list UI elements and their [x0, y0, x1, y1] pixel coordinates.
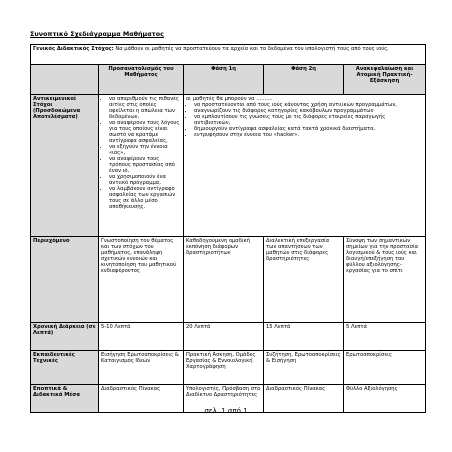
- list-item: • να προστατεύονται από τους ιούς κάνοντας χρήση αντιιικών προγραμμάτων,: [194, 102, 423, 108]
- page-number: σελ. 1 από 1: [204, 407, 248, 415]
- content-label: Περιεχόμενο: [31, 237, 99, 323]
- objectives-list-merged: [186, 102, 423, 138]
- content-cell: Γνωστοποίηση του θέματος και των στόχων του μαθήματος, επανάληψη σχετικών εννοιών και κινητοποίηση του μαθητικού ενδιαφέροντος: [99, 237, 184, 323]
- lesson-plan-table: [30, 44, 426, 413]
- duration-cell: 5 Λεπτά: [344, 323, 426, 351]
- header-recap: Ανακεφαλαίωση και Ατομική Πρακτική-Εξάσκηση: [344, 65, 426, 95]
- objectives-cell-orientation: [99, 95, 184, 237]
- list-item: • να εξηγούν την έννοια «ιός»,: [109, 144, 181, 156]
- duration-label: Χρονική Διάρκεια (σε Λεπτά): [31, 323, 99, 351]
- duration-cell: 20 Λεπτά: [184, 323, 264, 351]
- media-cell: Διαδραστικός Πίνακας: [264, 385, 344, 413]
- techniques-label: Εκπαιδευτικές Τεχνικές: [31, 351, 99, 385]
- objectives-intro: οι μαθητές θα μπορούν να ..........: [186, 96, 273, 102]
- techniques-cell: Συζήτηση, Ερωτοαποκρίσεις & Εισήγηση: [264, 351, 344, 385]
- content-cell: Διαλεκτική επεξεργασία των απαντήσεων των μαθητών στις διάφορες δραστηριότητες: [264, 237, 344, 323]
- list-item: • να αναφέρουν τους λόγους για τους οποίους είναι σωστό να κρατάμε αντίγραφα ασφαλείας,: [109, 120, 181, 144]
- media-cell: Φύλλο Αξιολόγησης: [344, 385, 426, 413]
- general-goal-cell: [31, 45, 426, 65]
- content-cell: Καθοδηγούμενη ομαδική εκπόνηση διάφορων δραστηριοτήτων: [184, 237, 264, 323]
- list-item: • να λαμβάνουν αντίγραφο ασφαλείας των εργασιών τους σε άλλο μέσο αποθήκευσης.: [109, 186, 181, 210]
- duration-cell: 15 Λεπτά: [264, 323, 344, 351]
- header-orientation: Προσανατολισμός του Μαθήματος: [99, 65, 184, 95]
- techniques-cell: Ερωτοαποκρίσεις: [344, 351, 426, 385]
- list-item: • αναγνωρίζουν τις διάφορες κατηγορίες κακόβουλων προγραμμάτων: [194, 108, 423, 114]
- objectives-label: Αντικειμενικοί Στόχοι (Προσδοκώμενα Αποτελέσματα): [31, 95, 99, 237]
- techniques-row: [31, 351, 426, 385]
- objectives-cell-merged: [184, 95, 426, 237]
- general-goal-row: [31, 45, 426, 65]
- header-row: [31, 65, 426, 95]
- list-item: • δημιουργούν αντίγραφα ασφαλείας κατά τακτά χρονικά διαστήματα,: [194, 126, 423, 132]
- techniques-cell: Εισήγηση Ερωτοαποκρίσεις & Καταιγισμός Ιδεών: [99, 351, 184, 385]
- list-item: • να χρησιμοποιούν ένα αντιικό πρόγραμμα,: [109, 174, 181, 186]
- media-label: Εποπτικά & Διδακτικά Μέσα: [31, 385, 99, 413]
- header-blank: [31, 65, 99, 95]
- objectives-list-orientation: [101, 96, 181, 210]
- list-item: • να αναφέρουν τους τρόπους προστασίας από έναν ιό,: [109, 156, 181, 174]
- list-item: • να απαριθμούν τις πιθανές αιτίες στις οποίες οφείλεται η απώλεια των δεδομένων,: [109, 96, 181, 120]
- media-cell: Υπολογιστές, Πρόσβαση στο Διαδίκτυο Δραστηριότητες: [184, 385, 264, 413]
- general-goal-text: Να μάθουν οι μαθητές να προστατεύουν τα αρχεία και τα δεδομένα του υπολογιστή τους από τους ιούς.: [115, 46, 389, 52]
- duration-cell: 5-10 Λεπτά: [99, 323, 184, 351]
- content-row: [31, 237, 426, 323]
- list-item: • εντρυφήσουν στην έννοια του «hacker».: [194, 132, 423, 138]
- objectives-row: [31, 95, 426, 237]
- list-item: • να εμπλουτίσουν τις γνώσεις τους με τις διάφορες εταιρείες παραγωγής αντιβιοτικών,: [194, 114, 423, 126]
- content-cell: Σύνοψη των σημαντικών σημείων για την προστασία λογισμικού & τους ιούς και διαυγή/επεξήγηση του φύλλου αξιολόγησης-εργασίας για το σπίτι: [344, 237, 426, 323]
- techniques-cell: Πρακτική Άσκηση, Ομάδες Εργασίας & Εννοιολογική Χαρτογράφηση: [184, 351, 264, 385]
- header-phase-2: Φάση 2η: [264, 65, 344, 95]
- general-goal-label: Γενικός Διδακτικός Στόχος:: [33, 46, 114, 52]
- header-phase-1: Φάση 1η: [184, 65, 264, 95]
- duration-row: [31, 323, 426, 351]
- document-title: Συνοπτικό Σχεδιάγραμμα Μαθήματος: [30, 30, 164, 38]
- media-cell: Διαδραστικός Πίνακας: [99, 385, 184, 413]
